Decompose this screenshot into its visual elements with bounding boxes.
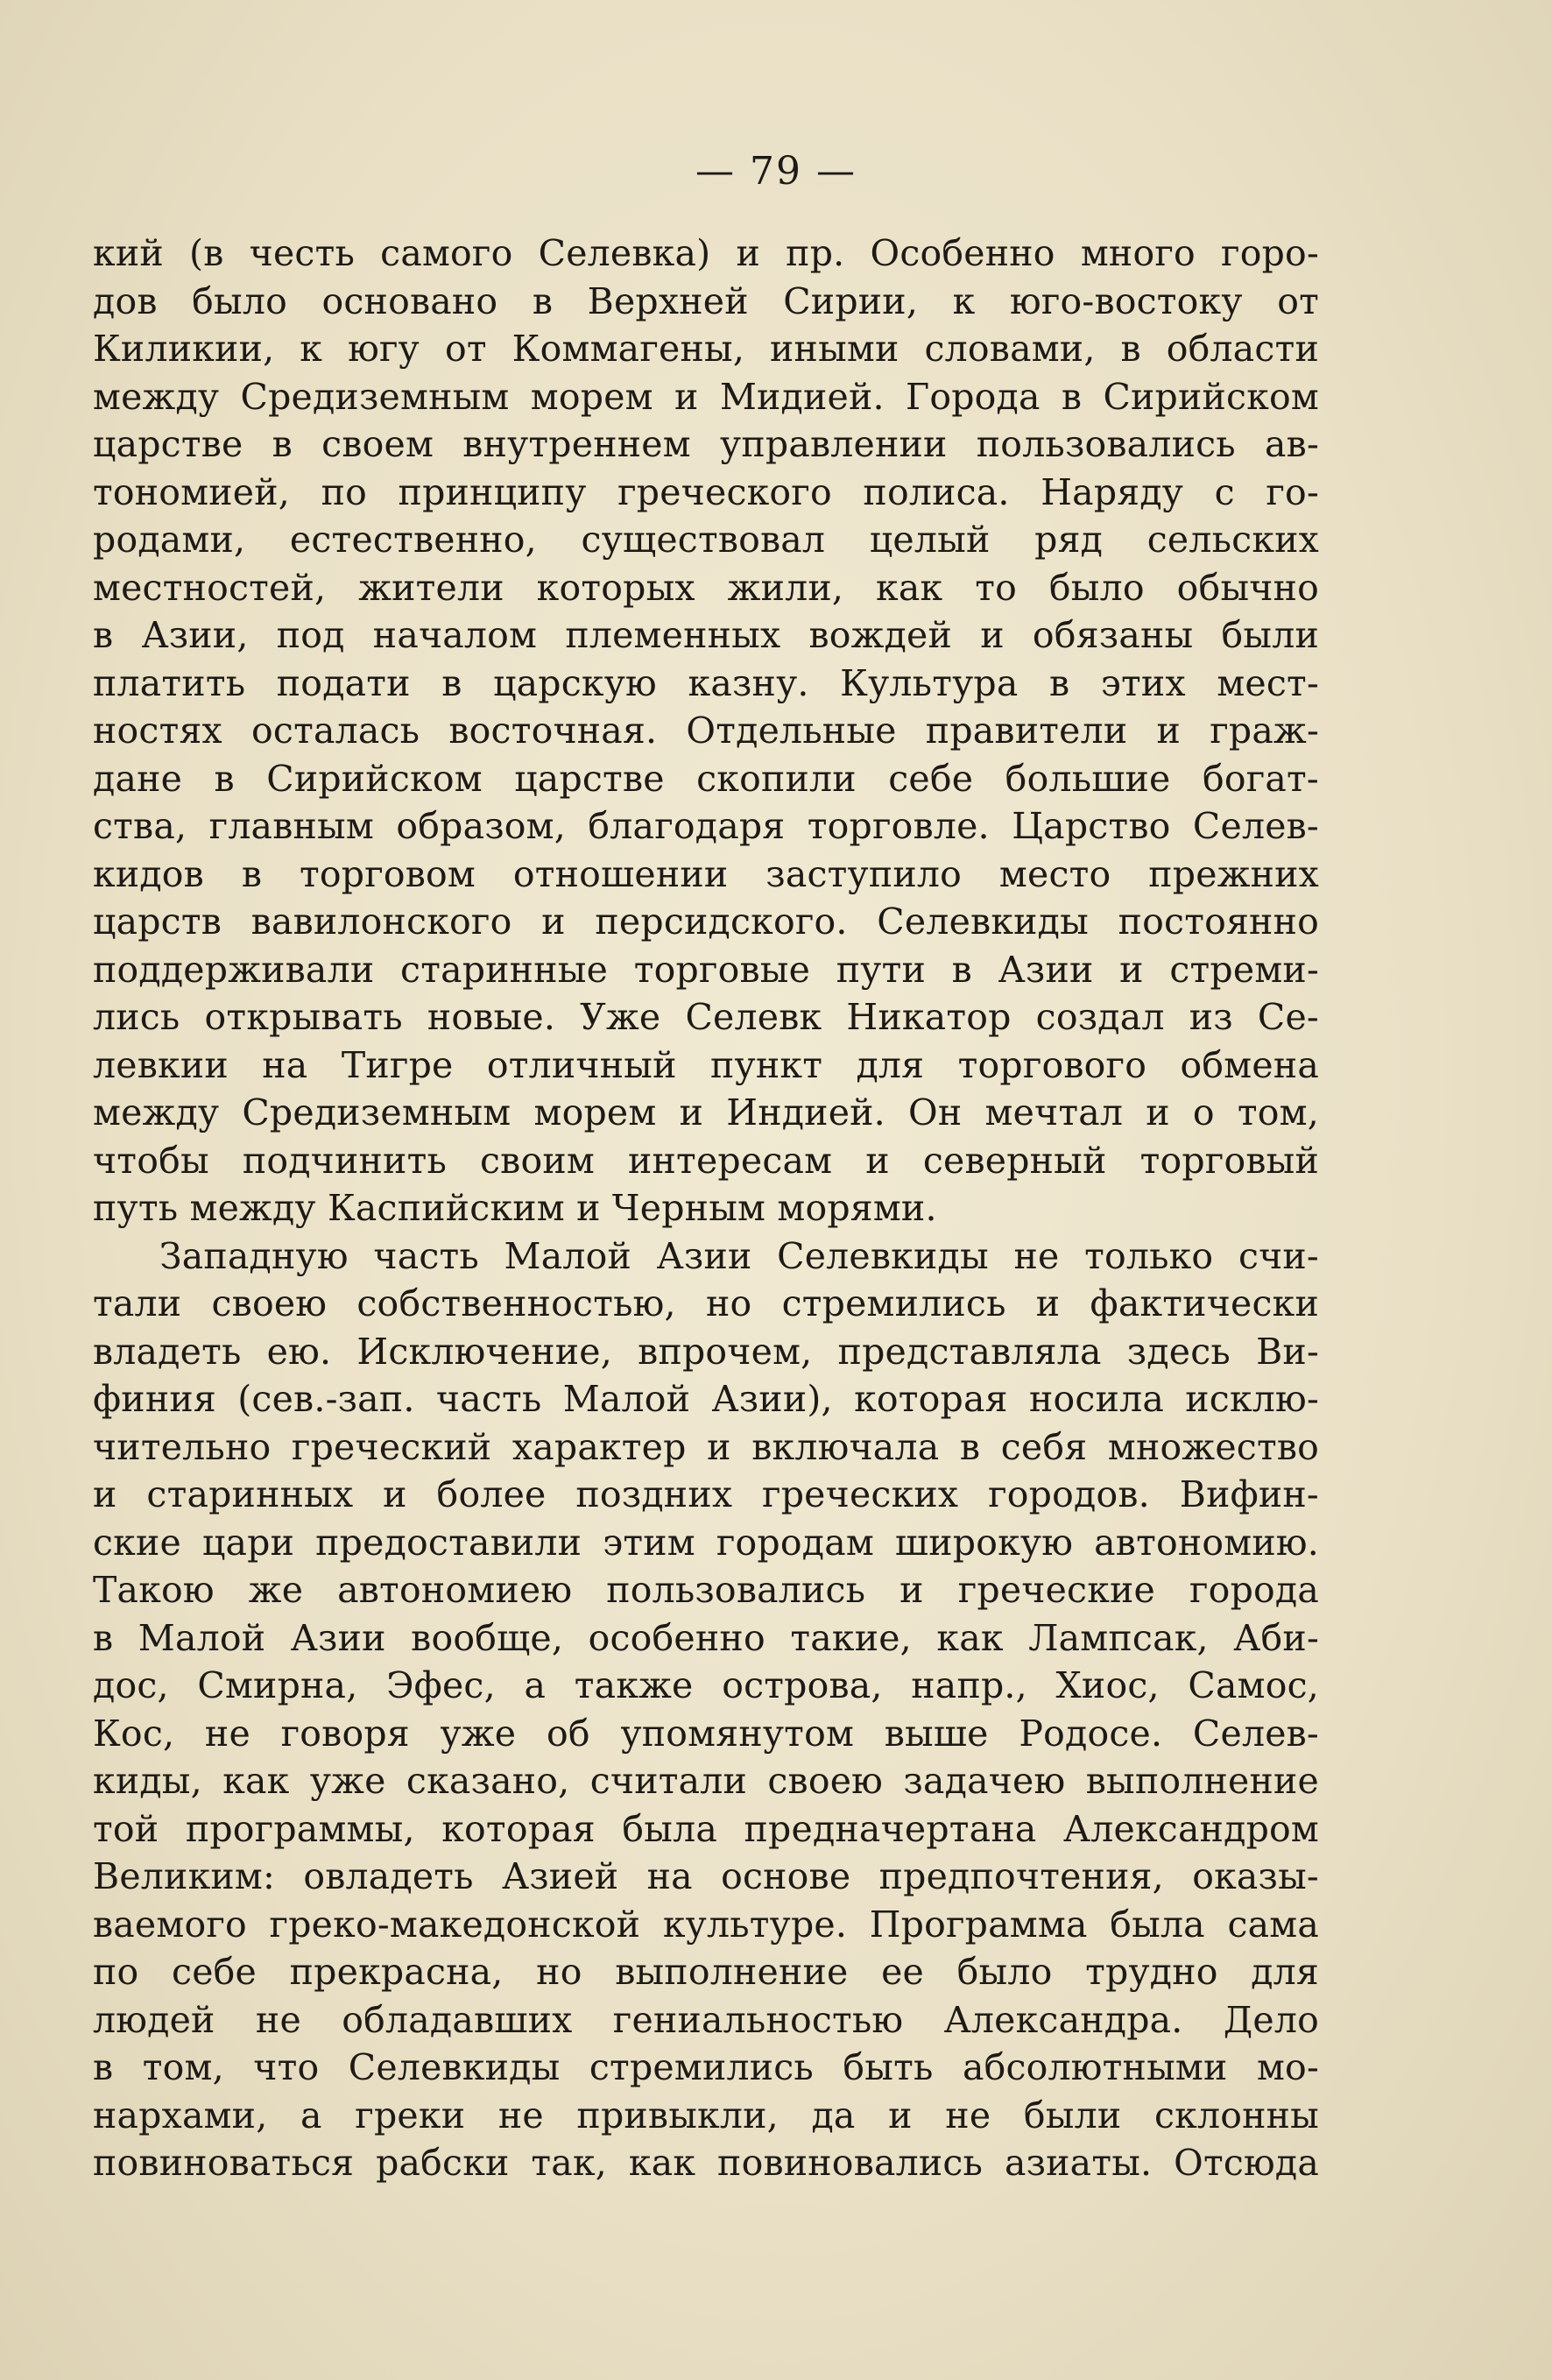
- text-line: тономией, по принципу греческого полиса. Наряду с го-: [93, 470, 1319, 513]
- text-line: Западную часть Малой Азии Селевкиды не только счи-: [159, 1234, 1319, 1277]
- text-line: той программы, которая была предначертана Александром: [93, 1807, 1319, 1850]
- text-line: в том, что Селевкиды стремились быть абсолютными мо-: [93, 2046, 1319, 2088]
- text-line: ностях осталась восточная. Отдельные правители и граж-: [93, 710, 1319, 752]
- text-line: путь между Каспийским и Черным морями.: [93, 1187, 937, 1229]
- text-line: царств вавилонского и персидского. Селевкиды постоянно: [93, 900, 1319, 943]
- text-line: киды, как уже сказано, считали своею задачею выполнение: [93, 1760, 1319, 1802]
- text-line: Великим: овладеть Азией на основе предпочтения, оказы-: [93, 1855, 1319, 1897]
- text-line: Такою же автономиею пользовались и греческие города: [93, 1569, 1319, 1611]
- text-line: между Средиземным морем и Индией. Он мечтал и о том,: [93, 1091, 1319, 1134]
- text-line: ские цари предоставили этим городам широкую автономию.: [93, 1521, 1319, 1564]
- text-line: родами, естественно, существовал целый ряд сельских: [93, 519, 1319, 561]
- text-line: ваемого греко-македонской культуре. Программа была сама: [93, 1903, 1319, 1946]
- text-line: чтобы подчинить своим интересам и северный торговый: [93, 1139, 1319, 1182]
- text-line: по себе прекрасна, но выполнение ее было трудно для: [93, 1951, 1319, 1993]
- text-line: чительно греческий характер и включала в себя множество: [93, 1425, 1319, 1468]
- text-line: Киликии, к югу от Коммагены, иными словами, в области: [93, 328, 1319, 370]
- text-line: повиноваться рабски так, как повиновались азиаты. Отсюда: [93, 2142, 1319, 2184]
- text-line: местностей, жители которых жили, как то было обычно: [93, 566, 1319, 609]
- text-line: в Малой Азии вообще, особенно такие, как Лампсак, Аби-: [93, 1616, 1319, 1659]
- text-line: тали своею собственностью, но стремились и фактически: [93, 1282, 1319, 1324]
- paragraph-1: [93, 230, 1319, 1232]
- text-line: нархами, а греки не привыкли, да и не были склонны: [93, 2094, 1319, 2136]
- text-line: кидов в торговом отношении заступило место прежних: [93, 852, 1319, 895]
- text-line: и старинных и более поздних греческих городов. Вифин-: [93, 1473, 1319, 1515]
- text-line: дане в Сирийском царстве скопили себе большие богат-: [93, 757, 1319, 800]
- text-line: платить подати в царскую казну. Культура в этих мест-: [93, 661, 1319, 704]
- text-line: левкии на Тигре отличный пункт для торгового обмена: [93, 1043, 1319, 1086]
- text-line: владеть ею. Исключение, впрочем, представляла здесь Ви-: [93, 1330, 1319, 1373]
- text-line: дов было основано в Верхней Сирии, к юго-востоку от: [93, 279, 1319, 322]
- text-line: ства, главным образом, благодаря торговле. Царство Селев-: [93, 805, 1319, 847]
- text-line: людей не обладавших гениальностью Александра. Дело: [93, 1998, 1319, 2041]
- text-line: дос, Смирна, Эфес, а также острова, напр., Хиос, Самос,: [93, 1664, 1319, 1706]
- text-line: лись открывать новые. Уже Селевк Никатор создал из Се-: [93, 996, 1319, 1038]
- text-line: в Азии, под началом племенных вождей и обязаны были: [93, 614, 1319, 656]
- text-line: Кос, не говоря уже об упомянутом выше Родосе. Селев-: [93, 1712, 1319, 1755]
- body-text: [93, 230, 1319, 2187]
- text-line: поддерживали старинные торговые пути в Азии и стреми-: [93, 948, 1319, 991]
- paragraph-2: [93, 1232, 1319, 2187]
- text-line: между Средиземным морем и Мидией. Города в Сирийском: [93, 375, 1319, 418]
- page-number: — 79 —: [695, 149, 857, 194]
- text-line: финия (сев.-зап. часть Малой Азии), которая носила исклю-: [93, 1378, 1319, 1420]
- text-line: кий (в честь самого Селевка) и пр. Особенно много горо-: [93, 232, 1319, 274]
- text-line: царстве в своем внутреннем управлении пользовались ав-: [93, 423, 1319, 465]
